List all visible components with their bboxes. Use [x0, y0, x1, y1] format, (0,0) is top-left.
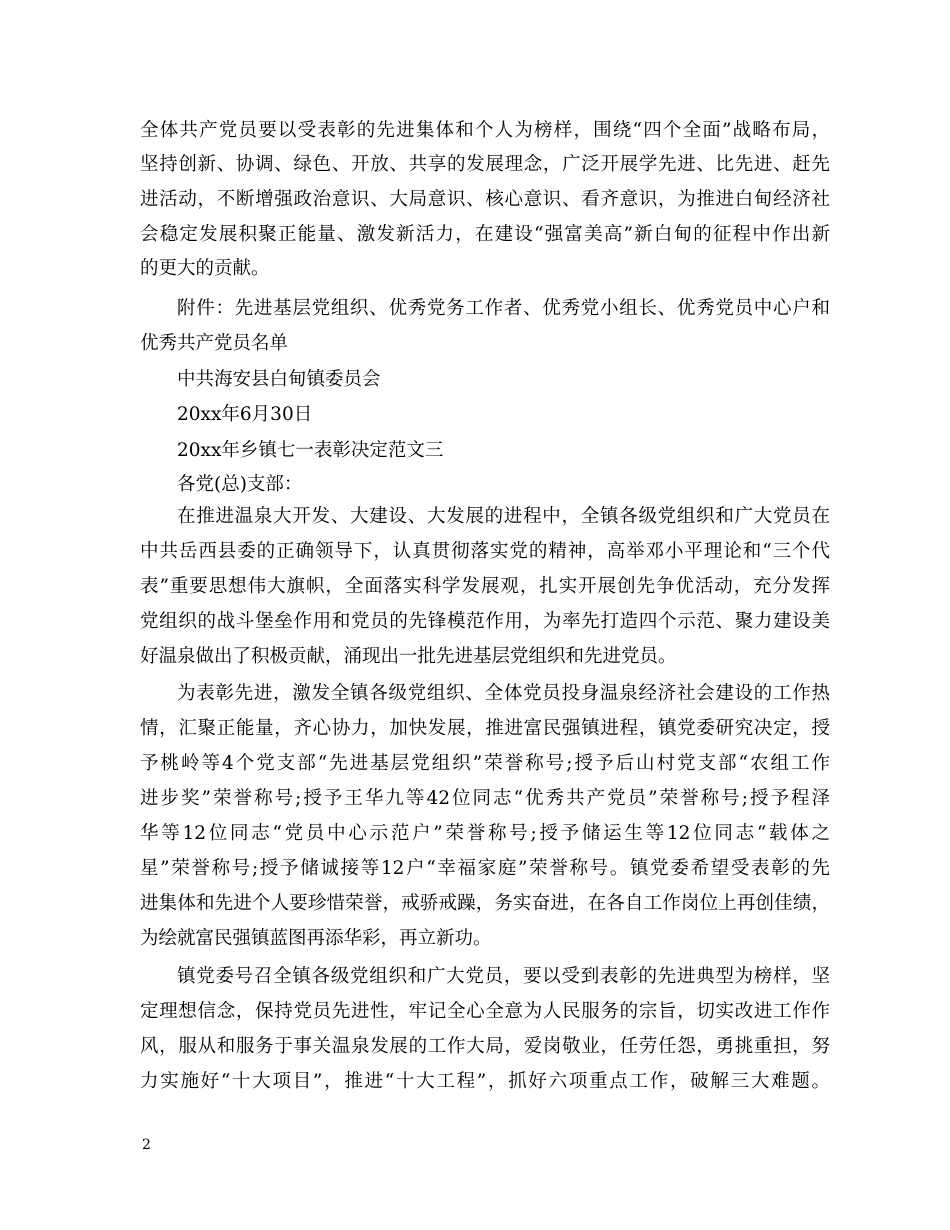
text-line-5: 的更大的贡献。	[140, 258, 270, 279]
text-line-4: 会稳定发展积聚正能量、激发新活力，在建设“强富美高”新白甸的征程中作出新	[140, 224, 830, 245]
salutation: 各党(总)支部：	[177, 474, 303, 495]
paragraph-3-line-1: 镇党委号召全镇各级党组织和广大党员，要以受到表彰的先进典型为榜样，坚	[177, 966, 830, 987]
paragraph-3-line-3: 风，服从和服务于事关温泉发展的工作大局，爱岗敬业，任劳任怨，勇挑重担，努	[140, 1036, 830, 1057]
paragraph-2-line-6: 星”荣誉称号;授予储诚接等12户“幸福家庭”荣誉称号。镇党委希望受表彰的先	[140, 858, 830, 879]
paragraph-2-line-4: 进步奖”荣誉称号;授予王华九等42位同志“优秀共产党员”荣誉称号;授予程泽	[140, 788, 830, 809]
section-title: 20xx年乡镇七一表彰决定范文三	[177, 440, 444, 461]
signature-organization: 中共海安县白甸镇委员会	[177, 369, 381, 390]
paragraph-3-line-4: 力实施好“十大项目”，推进“十大工程”，抓好六项重点工作，破解三大难题。	[140, 1071, 830, 1092]
paragraph-2-line-5: 华等12位同志“党员中心示范户”荣誉称号;授予储运生等12位同志“载体之	[140, 823, 830, 844]
attachment-line: 附件：先进基层党组织、优秀党务工作者、优秀党小组长、优秀党员中心户和	[177, 298, 830, 319]
text-line-2: 坚持创新、协调、绿色、开放、共享的发展理念，广泛开展学先进、比先进、赶先	[140, 154, 830, 175]
paragraph-2-line-7: 进集体和先进个人要珍惜荣誉，戒骄戒躁，务实奋进，在各自工作岗位上再创佳绩，	[140, 893, 830, 914]
paragraph-2-line-8: 为绘就富民强镇蓝图再添华彩，再立新功。	[140, 928, 492, 949]
attachment-continuation: 优秀共产党员名单	[140, 333, 289, 354]
paragraph-2-line-2: 情，汇聚正能量，齐心协力，加快发展，推进富民强镇进程，镇党委研究决定，授	[140, 718, 830, 739]
paragraph-1-line-1: 在推进温泉大开发、大建设、大发展的进程中，全镇各级党组织和广大党员在	[177, 506, 830, 527]
paragraph-2-line-3: 予桃岭等4个党支部“先进基层党组织”荣誉称号;授予后山村党支部“农组工作	[140, 753, 830, 774]
signature-date: 20xx年6月30日	[177, 404, 313, 425]
page-number: 2	[142, 1137, 151, 1153]
text-line-3: 进活动，不断增强政治意识、大局意识、核心意识、看齐意识，为推进白甸经济社	[140, 189, 830, 210]
text-line-1: 全体共产党员要以受表彰的先进集体和个人为榜样，围绕“四个全面”战略布局，	[140, 120, 830, 141]
paragraph-1-line-2: 中共岳西县委的正确领导下，认真贯彻落实党的精神，高举邓小平理论和“三个代	[140, 541, 830, 562]
paragraph-1-line-5: 好温泉做出了积极贡献，涌现出一批先进基层党组织和先进党员。	[140, 646, 677, 667]
paragraph-2-line-1: 为表彰先进，激发全镇各级党组织、全体党员投身温泉经济社会建设的工作热	[177, 683, 830, 704]
paragraph-1-line-3: 表”重要思想伟大旗帜，全面落实科学发展观，扎实开展创先争优活动，充分发挥	[140, 576, 830, 597]
paragraph-3-line-2: 定理想信念，保持党员先进性，牢记全心全意为人民服务的宗旨，切实改进工作作	[140, 1001, 830, 1022]
paragraph-1-line-4: 党组织的战斗堡垒作用和党员的先锋模范作用，为率先打造四个示范、聚力建设美	[140, 611, 830, 632]
